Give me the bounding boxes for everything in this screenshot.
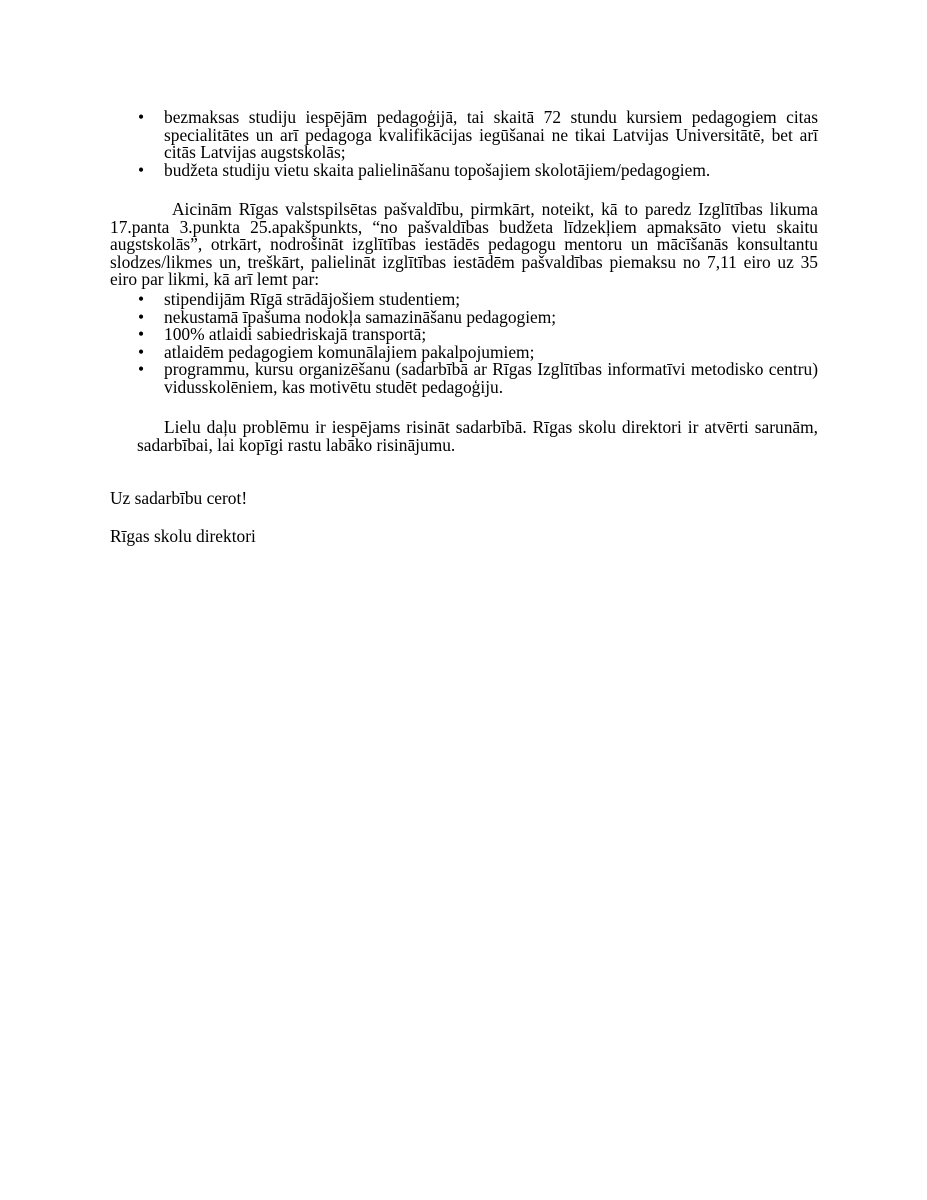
bullet-icon: • [138, 159, 145, 180]
signature: Rīgas skolu direktori [110, 526, 256, 546]
paragraph-cooperation: Lielu daļu problēmu ir iespējams risināt sadarbībā. Rīgas skolu direktori ir atvērti sarunām, sadarbībai, lai kopīgi rastu labāko risinājumu. [137, 417, 818, 455]
bullet-icon: • [138, 341, 145, 362]
list-item-text: 100% atlaidi sabiedriskajā transportā; [164, 324, 427, 345]
list-item-text: stipendijām Rīgā strādājošiem studentiem; [164, 289, 461, 309]
list-item-text: bezmaksas studiju iespējām pedagoģijā, tai skaitā 72 stundu kursiem pedagogiem citas specialitātes un arī pedagoga kvalifikācijas iegūšanai ne tikai Latvijas Universitātē, bet arī citās Latvijas augstskolās; [164, 107, 818, 163]
bullet-icon: • [138, 359, 145, 380]
list-item [110, 109, 818, 162]
bullet-icon: • [138, 289, 145, 309]
list-item-text: nekustamā īpašuma nodokļa samazināšanu pedagogiem; [164, 306, 557, 327]
bullet-icon: • [138, 306, 145, 327]
closing-greeting: Uz sadarbību cerot! [110, 488, 248, 508]
bullet-list-top [110, 109, 818, 179]
list-item [110, 159, 818, 180]
list-item [110, 361, 818, 396]
bullet-icon: • [138, 324, 145, 345]
bullet-icon: • [138, 107, 145, 127]
paragraph-appeal: Aicinām Rīgas valstspilsētas pašvaldību, pirmkārt, noteikt, kā to paredz Izglītības likuma 17.panta 3.punkta 25.apakšpunkts, “no pašvaldības budžeta līdzekļiem apmaksāto vietu skaitu augstskolās”, otrkārt, nodrošināt izglītības iestādēs pedagogu mentoru un mācīšanās konsultantu slodzes/likmes un, treškārt, palielināt izglītības iestādēm pašvaldības piemaksu no 7,11 eiro uz 35 eiro par likmi, kā arī lemt par: [110, 199, 818, 290]
list-item-text: programmu, kursu organizēšanu (sadarbībā ar Rīgas Izglītības informatīvi metodisko centru) vidusskolēniem, kas motivētu studēt pedagoģiju. [164, 359, 818, 397]
bullet-list-bottom [110, 291, 818, 397]
list-item-text: budžeta studiju vietu skaita palielināšanu topošajiem skolotājiem/pedagogiem. [164, 159, 711, 180]
list-item-text: atlaidēm pedagogiem komunālajiem pakalpojumiem; [164, 341, 535, 362]
